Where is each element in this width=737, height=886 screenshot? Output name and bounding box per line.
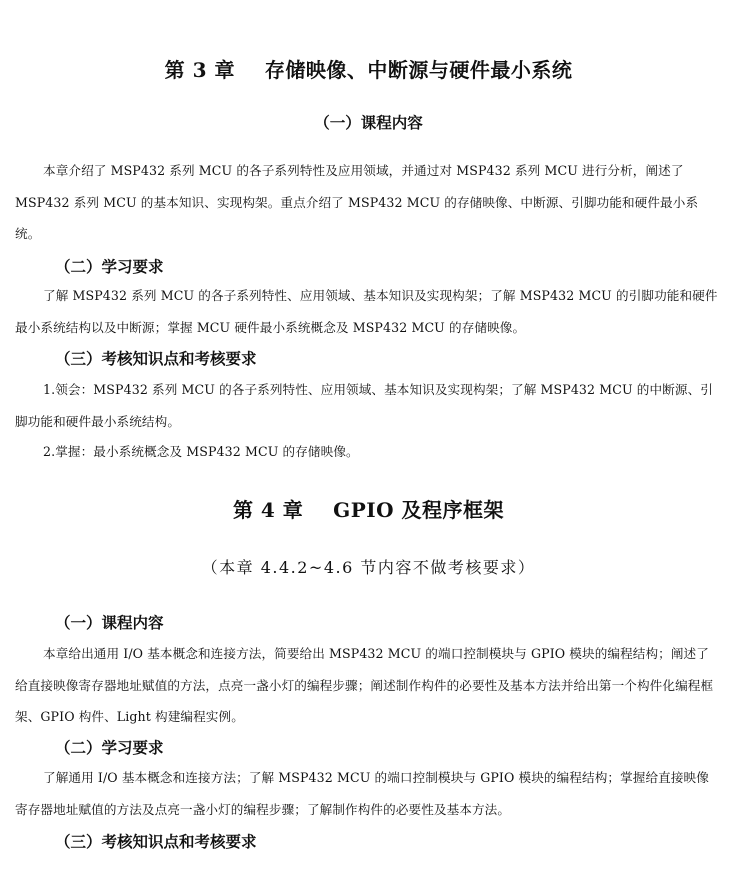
ch3-course-content-text: 本章介绍了 MSP432 系列 MCU 的各子系列特性及应用领域，并通过对 MSP432 系列 MCU 进行分析，阐述了 MSP432 系列 MCU 的基本知识、实现构架。重点介绍了 MSP432 MCU 的存储映像、中断源、引脚功能和硬件最小系统。 (15, 163, 699, 241)
ch3-assessment-item-1: 1.领会：MSP432 系列 MCU 的各子系列特性、应用领域、基本知识及实现构架；了解 MSP432 MCU 的中断源、引脚功能和硬件最小系统结构。 (15, 382, 713, 429)
ch4-course-content-heading: （一）课程内容 (55, 613, 164, 632)
ch3-assessment-heading: （三）考核知识点和考核要求 (55, 349, 257, 368)
ch4-note: （本章 4.4.2~4.6 节内容不做考核要求） (201, 558, 536, 577)
ch4-learning-requirements-heading: （二）学习要求 (55, 738, 164, 757)
chapter-3-title: 第 3 章 存储映像、中断源与硬件最小系统 (164, 58, 573, 82)
ch4-assessment-heading: （三）考核知识点和考核要求 (55, 832, 257, 851)
ch3-assessment-item-2: 2.掌握：最小系统概念及 MSP432 MCU 的存储映像。 (43, 444, 359, 459)
ch3-course-content-heading: （一）课程内容 (314, 113, 423, 132)
ch3-learning-requirements-text: 了解 MSP432 系列 MCU 的各子系列特性、应用领域、基本知识及实现构架；了解 MSP432 MCU 的引脚功能和硬件最小系统结构以及中断源；掌握 MCU 硬件最小系统概念及 MSP432 MCU 的存储映像。 (15, 288, 718, 335)
ch4-course-content-text: 本章给出通用 I/O 基本概念和连接方法，简要给出 MSP432 MCU 的端口控制模块与 GPIO 模块的编程结构；阐述了给直接映像寄存器地址赋值的方法，点亮一盏小灯的编程步骤；阐述制作构件的必要性及基本方法并给出第一个构件化编程框架、GPIO 构件、Light 构建编程实例。 (15, 646, 714, 724)
chapter-4-title: 第 4 章 GPIO 及程序框架 (232, 498, 505, 522)
ch3-learning-requirements-heading: （二）学习要求 (55, 257, 164, 276)
ch4-learning-requirements-text: 了解通用 I/O 基本概念和连接方法；了解 MSP432 MCU 的端口控制模块与 GPIO 模块的编程结构；掌握给直接映像寄存器地址赋值的方法及点亮一盏小灯的编程步骤；了解制作构件的必要性及基本方法。 (15, 770, 709, 817)
